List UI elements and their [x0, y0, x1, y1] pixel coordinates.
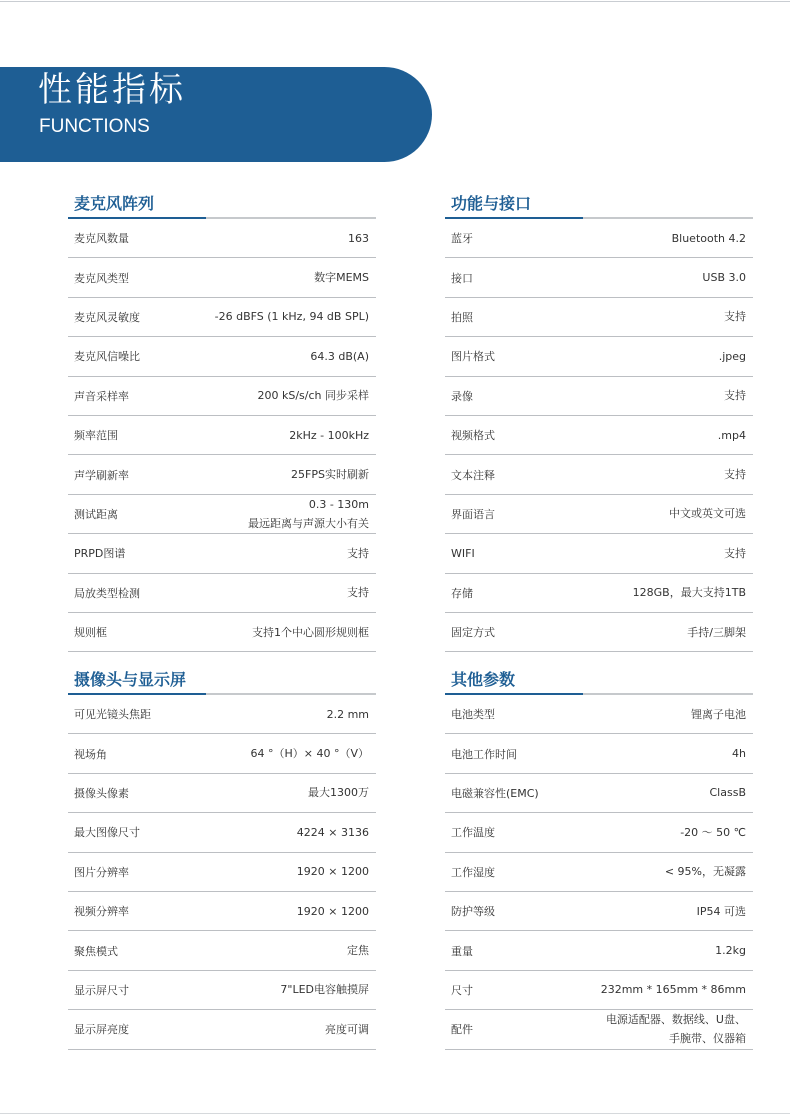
spec-row: [68, 892, 376, 931]
spec-row: [445, 416, 753, 455]
section-title: 麦克风阵列: [74, 194, 155, 213]
spec-value-line: 1.2kg: [715, 944, 746, 958]
spec-label: 显示屏尺寸: [74, 983, 129, 997]
spec-value-line: 2.2 mm: [326, 707, 369, 721]
spec-row: [68, 853, 376, 892]
spec-label: WIFI: [451, 546, 475, 560]
spec-value: [310, 337, 369, 375]
spec-row: [68, 1010, 376, 1049]
spec-value-line: 4224 × 3136: [296, 825, 369, 839]
spec-value: [291, 455, 369, 493]
spec-value: [347, 931, 369, 969]
spec-value-line: 64.3 dB(A): [310, 349, 369, 363]
spec-value-line: ClassB: [709, 786, 746, 800]
spec-value: [732, 734, 746, 772]
spec-label: 蓝牙: [451, 232, 473, 246]
spec-row: [68, 613, 376, 652]
spec-label: 文本注释: [451, 468, 495, 482]
spec-label: 可见光镜头焦距: [74, 708, 151, 722]
page-title: 性能指标: [38, 70, 186, 110]
spec-value: [297, 853, 369, 891]
spec-value-line: 亮度可调: [325, 1022, 369, 1036]
spec-value: [724, 534, 746, 572]
spec-value: [248, 495, 369, 533]
top-divider: [0, 1, 790, 2]
section-header: [445, 662, 753, 695]
spec-value: [289, 416, 369, 454]
spec-label: 规则框: [74, 626, 107, 640]
spec-value: [672, 219, 746, 257]
spec-value-line: 2kHz - 100kHz: [289, 428, 369, 442]
spec-label: 视频格式: [451, 429, 495, 443]
spec-value: [697, 892, 746, 930]
section-other-parameters: [445, 662, 753, 1050]
spec-value-line: 232mm * 165mm * 86mm: [600, 983, 746, 997]
spec-value: [325, 1010, 369, 1048]
spec-label: 摄像头像素: [74, 786, 129, 800]
spec-label: 视频分辨率: [74, 905, 129, 919]
spec-value-line: -26 dBFS (1 kHz, 94 dB SPL): [214, 310, 369, 324]
spec-row: [445, 971, 753, 1010]
spec-row: [445, 774, 753, 813]
spec-value-line: 定焦: [347, 944, 369, 958]
spec-label: 视场角: [74, 747, 107, 761]
spec-label: 麦克风数量: [74, 232, 129, 246]
spec-label: PRPD图谱: [74, 547, 126, 561]
spec-value-line: < 95%，无凝露: [664, 865, 746, 879]
spec-value-line: .jpeg: [718, 349, 746, 363]
spec-label: 配件: [451, 1023, 473, 1037]
spec-value: [347, 534, 369, 572]
spec-row: [445, 337, 753, 376]
spec-row: [445, 813, 753, 852]
spec-value-line: .mp4: [717, 428, 746, 442]
spec-row: [445, 695, 753, 734]
spec-label: 聚焦模式: [74, 944, 118, 958]
spec-row: [68, 534, 376, 573]
spec-value-line: 支持: [724, 389, 746, 403]
section-camera-display: [68, 662, 376, 1050]
spec-row: [68, 774, 376, 813]
spec-label: 图片格式: [451, 350, 495, 364]
spec-value-line: 数字MEMS: [314, 271, 369, 285]
spec-value-line: -20 ～ 50 ℃: [680, 825, 746, 839]
spec-value: [669, 495, 746, 533]
spec-row: [445, 219, 753, 258]
spec-value-line: 锂离子电池: [691, 707, 746, 721]
spec-label: 声音采样率: [74, 389, 129, 403]
spec-row: [68, 734, 376, 773]
spec-label: 重量: [451, 944, 473, 958]
spec-value-line: Bluetooth 4.2: [671, 231, 746, 245]
spec-label: 局放类型检测: [74, 586, 140, 600]
spec-row: [68, 258, 376, 297]
spec-label: 存储: [451, 586, 473, 600]
spec-value: [718, 416, 746, 454]
spec-label: 测试距离: [74, 507, 118, 521]
spec-value-line: 支持: [347, 586, 369, 600]
spec-row: [68, 337, 376, 376]
page-subtitle: FUNCTIONS: [39, 116, 150, 137]
spec-value-line: 128GB，最大支持1TB: [632, 586, 746, 600]
spec-row: [445, 258, 753, 297]
spec-value: [347, 574, 369, 612]
spec-label: 最大图像尺寸: [74, 826, 140, 840]
spec-value: [715, 931, 746, 969]
spec-value-line: 中文或英文可选: [669, 507, 746, 521]
spec-value: [308, 774, 369, 812]
spec-row: [68, 298, 376, 337]
spec-value-line: 电源适配器、数据线、U盘、: [605, 1013, 746, 1027]
spec-value: [724, 298, 746, 336]
spec-value: [280, 971, 369, 1009]
spec-row: [68, 574, 376, 613]
spec-row: [68, 971, 376, 1010]
spec-value: [327, 695, 369, 733]
spec-value-line: 支持: [724, 310, 746, 324]
spec-label: 录像: [451, 389, 473, 403]
spec-value: [719, 337, 746, 375]
section-header: [68, 662, 376, 695]
spec-value: [257, 377, 369, 415]
spec-row: [445, 931, 753, 970]
spec-row: [68, 695, 376, 734]
spec-row: [68, 219, 376, 258]
spec-value-line: 64 °（H）× 40 °（V）: [250, 747, 369, 761]
spec-label: 声学刷新率: [74, 468, 129, 482]
spec-row: [68, 377, 376, 416]
spec-label: 显示屏亮度: [74, 1023, 129, 1037]
spec-value-line: 支持: [724, 468, 746, 482]
spec-label: 工作湿度: [451, 865, 495, 879]
spec-value: [691, 695, 746, 733]
spec-label: 麦克风灵敏度: [74, 310, 140, 324]
spec-label: 拍照: [451, 310, 473, 324]
spec-row: [68, 416, 376, 455]
spec-value-line: 手持/三脚架: [687, 625, 746, 639]
spec-row: [68, 813, 376, 852]
spec-value-line: 163: [348, 231, 369, 245]
spec-value-line: 4h: [732, 747, 746, 761]
spec-label: 接口: [451, 271, 473, 285]
spec-label: 图片分辨率: [74, 865, 129, 879]
spec-label: 麦克风信噪比: [74, 350, 140, 364]
spec-value: [680, 813, 746, 851]
bottom-divider: [0, 1113, 790, 1114]
spec-value: [687, 613, 746, 651]
spec-row: [445, 892, 753, 931]
spec-label: 固定方式: [451, 626, 495, 640]
spec-row: [445, 377, 753, 416]
spec-label: 电磁兼容性(EMC): [451, 786, 539, 800]
section-microphone-array: [68, 186, 376, 652]
spec-label: 尺寸: [451, 983, 473, 997]
spec-row: [445, 853, 753, 892]
section-title: 功能与接口: [451, 194, 532, 213]
spec-value: [702, 258, 746, 296]
spec-row: [68, 931, 376, 970]
spec-value-line: 200 kS/s/ch 同步采样: [257, 389, 369, 403]
spec-value: [601, 971, 746, 1009]
spec-value-line: 1920 × 1200: [296, 865, 369, 879]
spec-label: 电池类型: [451, 708, 495, 722]
spec-row: [445, 613, 753, 652]
spec-label: 防护等级: [451, 905, 495, 919]
spec-row: [445, 734, 753, 773]
spec-value: [724, 377, 746, 415]
spec-label: 工作温度: [451, 826, 495, 840]
spec-row: [68, 495, 376, 534]
spec-label: 麦克风类型: [74, 271, 129, 285]
spec-value: [252, 613, 369, 651]
spec-value-line: 支持: [724, 546, 746, 560]
section-header: [68, 186, 376, 219]
spec-value-line: 支持1个中心圆形规则框: [252, 625, 369, 639]
spec-value: [633, 574, 746, 612]
spec-value-line: USB 3.0: [702, 271, 746, 285]
spec-row: [68, 455, 376, 494]
spec-value-line: 最远距离与声源大小有关: [248, 516, 369, 530]
spec-value: [665, 853, 746, 891]
spec-value: [348, 219, 369, 257]
section-title: 摄像头与显示屏: [74, 670, 187, 689]
spec-row: [445, 495, 753, 534]
spec-row: [445, 298, 753, 337]
spec-value-line: 最大1300万: [308, 786, 369, 800]
spec-value: [606, 1010, 746, 1048]
spec-value-line: 7"LED电容触摸屏: [280, 983, 369, 997]
section-header: [445, 186, 753, 219]
spec-row: [445, 534, 753, 573]
spec-value: [297, 892, 369, 930]
spec-value-line: 1920 × 1200: [296, 904, 369, 918]
spec-label: 电池工作时间: [451, 747, 517, 761]
spec-value: [724, 455, 746, 493]
spec-value-line: 支持: [347, 546, 369, 560]
spec-value-line: 手腕带、仪器箱: [669, 1032, 746, 1046]
spec-value-line: IP54 可选: [696, 904, 746, 918]
spec-label: 频率范围: [74, 429, 118, 443]
spec-value-line: 0.3 - 130m: [308, 497, 369, 511]
spec-label: 界面语言: [451, 507, 495, 521]
spec-value: [710, 774, 747, 812]
spec-value-line: 25FPS实时刷新: [291, 468, 369, 482]
section-function-interface: [445, 186, 753, 652]
spec-value: [314, 258, 369, 296]
spec-value: [251, 734, 370, 772]
spec-value: [215, 298, 369, 336]
spec-row: [445, 1010, 753, 1049]
spec-row: [445, 574, 753, 613]
spec-value: [297, 813, 369, 851]
section-title: 其他参数: [451, 670, 516, 689]
spec-row: [445, 455, 753, 494]
